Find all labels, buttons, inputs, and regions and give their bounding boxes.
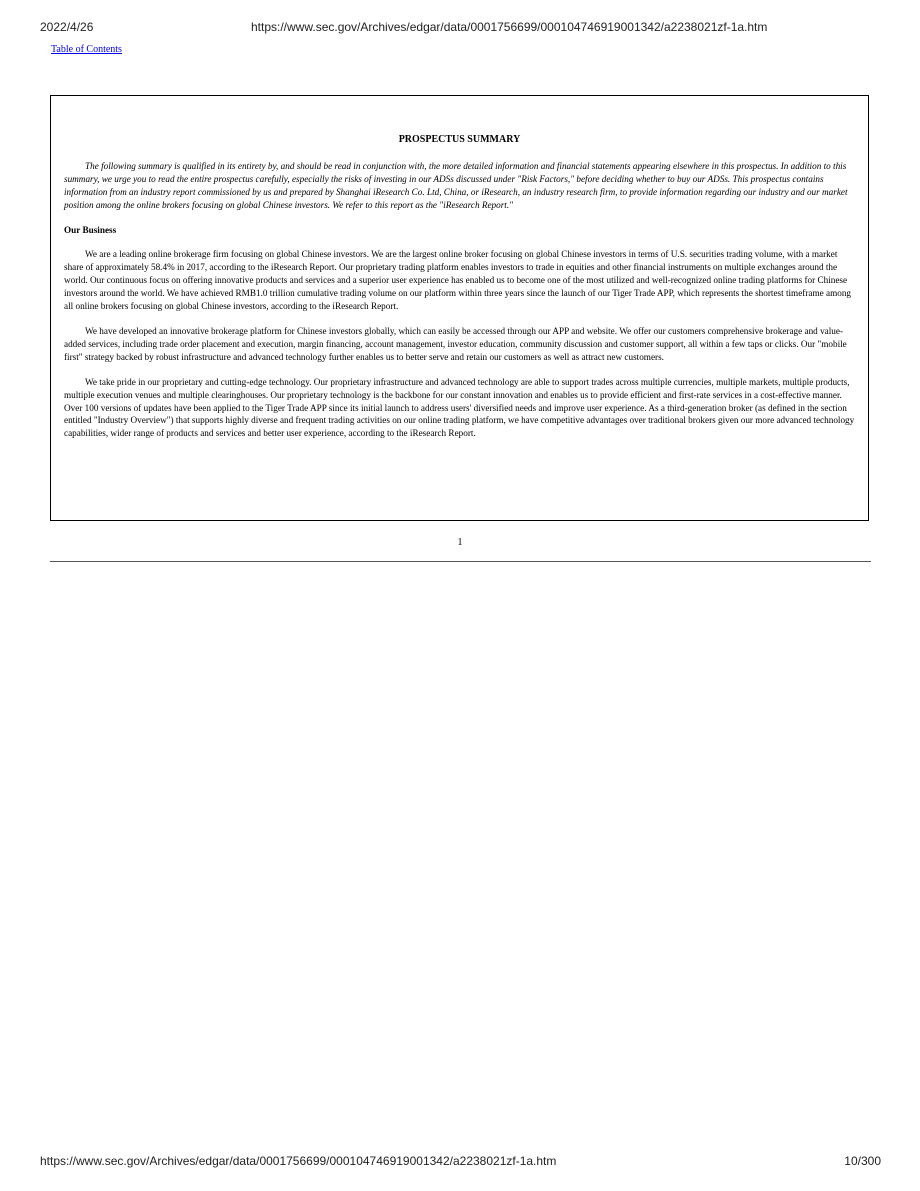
print-url: https://www.sec.gov/Archives/edgar/data/0001756699/000104746919001342/a2238021zf-1a.htm (251, 20, 768, 34)
page-number: 1 (457, 537, 463, 548)
our-business-heading: Our Business (64, 224, 117, 235)
business-paragraph: We are a leading online brokerage firm focusing on global Chinese investors. We are the largest online broker focusing on global Chinese investors in terms of U.S. securities trading volume, with a market share of approximately 58.4% in 2017, according to the iResearch Report. Our proprietary trading platform enables investors to trade in equities and other financial instruments on multiple exchanges around the world. Our continuous focus on offering innovative products and services and a superior user experience has enabled us to become one of the most utilized and well-recognized online trading platforms for Chinese investors around the world. We have achieved RMB1.0 trillion cumulative trading volume on our platform within three years since the launch of our Tiger Trade APP, which represents the shortest timeframe among all online brokers focusing on global Chinese investors, according to the iResearch Report. (64, 249, 852, 312)
business-paragraph: We have developed an innovative brokerage platform for Chinese investors globally, which can easily be accessed through our APP and website. We offer our customers comprehensive brokerage and value-added services, including trade order placement and execution, margin financing, account management, investor education, community discussion and customer support, all within a few taps or clicks. Our "mobile first" strategy backed by robust infrastructure and advanced technology further enables us to better serve and retain our customers as well as attract new customers. (64, 325, 847, 362)
footer-page-count: 10/300 (844, 1154, 881, 1168)
page-divider (50, 561, 871, 562)
business-paragraph: We take pride in our proprietary and cutting-edge technology. Our proprietary infrastructure and advanced technology are able to support trades across multiple currencies, multiple markets, multiple products, multiple execution venues and multiple clearinghouses. Our proprietary technology is the backbone for our constant innovation and enables us to provide efficient and first-rate services in a cost-effective manner. Over 100 versions of updates have been applied to the Tiger Trade APP since its initial launch to address users' diversified needs and improve user experience. As a third-generation broker (as defined in the section entitled "Industry Overview") that supports highly diverse and frequent trading activities on our online trading platform, we have competitive advantages over traditional brokers given our more advanced technology capabilities, wider range of products and services and better user experience, according to the iResearch Report. (64, 376, 855, 439)
print-header (0, 20, 920, 36)
prospectus-summary-box (50, 95, 869, 521)
intro-paragraph: The following summary is qualified in its entirety by, and should be read in conjunction with, the more detailed information and financial statements appearing elsewhere in this prospectus. In addition to this summary, we urge you to read the entire prospectus carefully, especially the risks of investing in our ADSs discussed under "Risk Factors," before deciding whether to buy our ADSs. This prospectus contains information from an industry report commissioned by us and prepared by Shanghai iResearch Co. Ltd, China, or iResearch, an industry research firm, to provide information regarding our industry and our market position among the online brokers focusing on global Chinese investors. We refer to this report as the "iResearch Report." (64, 160, 848, 210)
print-date: 2022/4/26 (40, 20, 94, 34)
table-of-contents-link[interactable]: Table of Contents (51, 44, 122, 55)
section-title: PROSPECTUS SUMMARY (398, 134, 521, 145)
footer-url: https://www.sec.gov/Archives/edgar/data/0001756699/000104746919001342/a2238021zf-1a.htm (40, 1154, 557, 1168)
print-footer (0, 1154, 920, 1170)
